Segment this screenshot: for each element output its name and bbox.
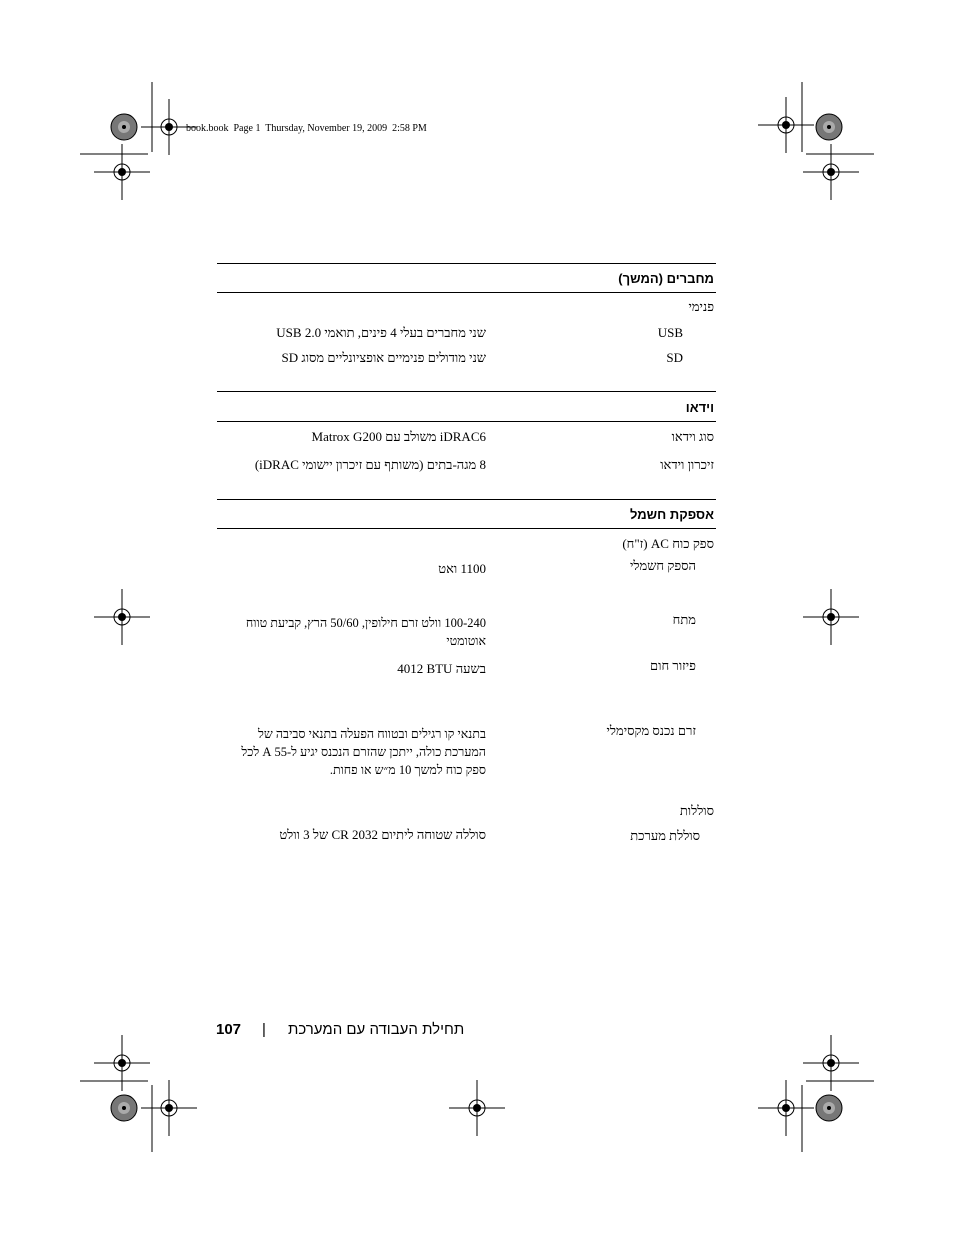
- ac-power-supply-label: ספק כוח AC (ז"ח): [622, 536, 714, 551]
- video-top-rule: [217, 391, 716, 392]
- wattage-label: הספק חשמלי: [630, 558, 696, 573]
- crosshair-bottom-left-right-icon: [141, 1080, 197, 1136]
- crosshair-top-right-icon: [758, 97, 814, 153]
- video-type-label: סוג וידאו: [671, 429, 714, 444]
- usb-label: USB: [657, 325, 683, 340]
- heat-dissipation-label: פיזור חום: [650, 658, 696, 673]
- system-battery-label: סוללת מערכת: [630, 828, 700, 843]
- footer-separator: |: [262, 1021, 266, 1038]
- internal-label: פנימי: [688, 299, 714, 314]
- max-inrush-current-label: זרם נכנס מקסימלי: [606, 723, 696, 738]
- starburst-top-right-icon: [816, 114, 842, 140]
- video-memory-value: 8 מגה-בתים (משותף עם זיכרון יישומי iDRAC): [254, 457, 486, 472]
- starburst-bottom-right-icon: [816, 1095, 842, 1121]
- crosshair-bottom-right-icon: [803, 1035, 859, 1091]
- print-header: book.book Page 1 Thursday, November 19, 2009 2:58 PM: [186, 123, 427, 134]
- crosshair-mid-right-icon: [803, 589, 859, 645]
- footer-chapter-title: תחילת העבודה עם המערכת: [288, 1021, 465, 1038]
- connectors-section-title: מחברים (המשך): [618, 271, 714, 286]
- max-inrush-current-value: בתנאי קו רגילים ובטווח הפעלה בתנאי סביבה של המערכת כולה, ייתכן שהזרם הנכנס יגיע ל-55 A לכל ספק כוח למשך 10 מ״ש או פחות.: [241, 727, 486, 777]
- crosshair-bottom-center-icon: [449, 1080, 505, 1136]
- starburst-top-left-icon: [111, 114, 137, 140]
- starburst-bottom-left-icon: [111, 1095, 137, 1121]
- video-header-rule: [217, 421, 716, 422]
- usb-value: שני מחברים בעלי 4 פינים, תואמי USB 2.0: [276, 325, 486, 340]
- connectors-top-rule: [217, 263, 716, 264]
- crosshair-bottom-left-icon: [94, 1035, 150, 1091]
- voltage-value: 100-240 וולט זרם חילופין, 50/60 הרץ, קביעת טווח אוטומטי: [245, 616, 486, 648]
- sd-label: SD: [666, 350, 683, 365]
- crosshair-top-left-lower-icon: [94, 144, 150, 200]
- batteries-label: סוללות: [679, 803, 714, 818]
- sd-value: שני מודולים פנימיים אופציונליים מסוג SD: [281, 350, 486, 365]
- crosshair-bottom-right-left-icon: [758, 1080, 814, 1136]
- video-memory-label: זיכרון וידאו: [660, 457, 714, 472]
- wattage-value: 1100 ואט: [438, 561, 486, 576]
- power-header-rule: [217, 528, 716, 529]
- page-number: 107: [216, 1021, 242, 1038]
- power-section-title: אספקת חשמל: [629, 507, 714, 522]
- power-top-rule: [217, 499, 716, 500]
- heat-dissipation-value: 4012 BTU בשעה: [397, 661, 486, 676]
- connectors-header-rule: [217, 292, 716, 293]
- crosshair-mid-left-icon: [94, 589, 150, 645]
- video-type-value: Matrox G200 משולב עם iDRAC6: [311, 429, 486, 444]
- crosshair-top-right-lower-icon: [803, 144, 859, 200]
- video-section-title: וידאו: [685, 400, 714, 415]
- system-battery-value: סוללה שטוחה ליתיום CR 2032 של 3 וולט: [279, 827, 486, 842]
- voltage-label: מתח: [672, 612, 696, 627]
